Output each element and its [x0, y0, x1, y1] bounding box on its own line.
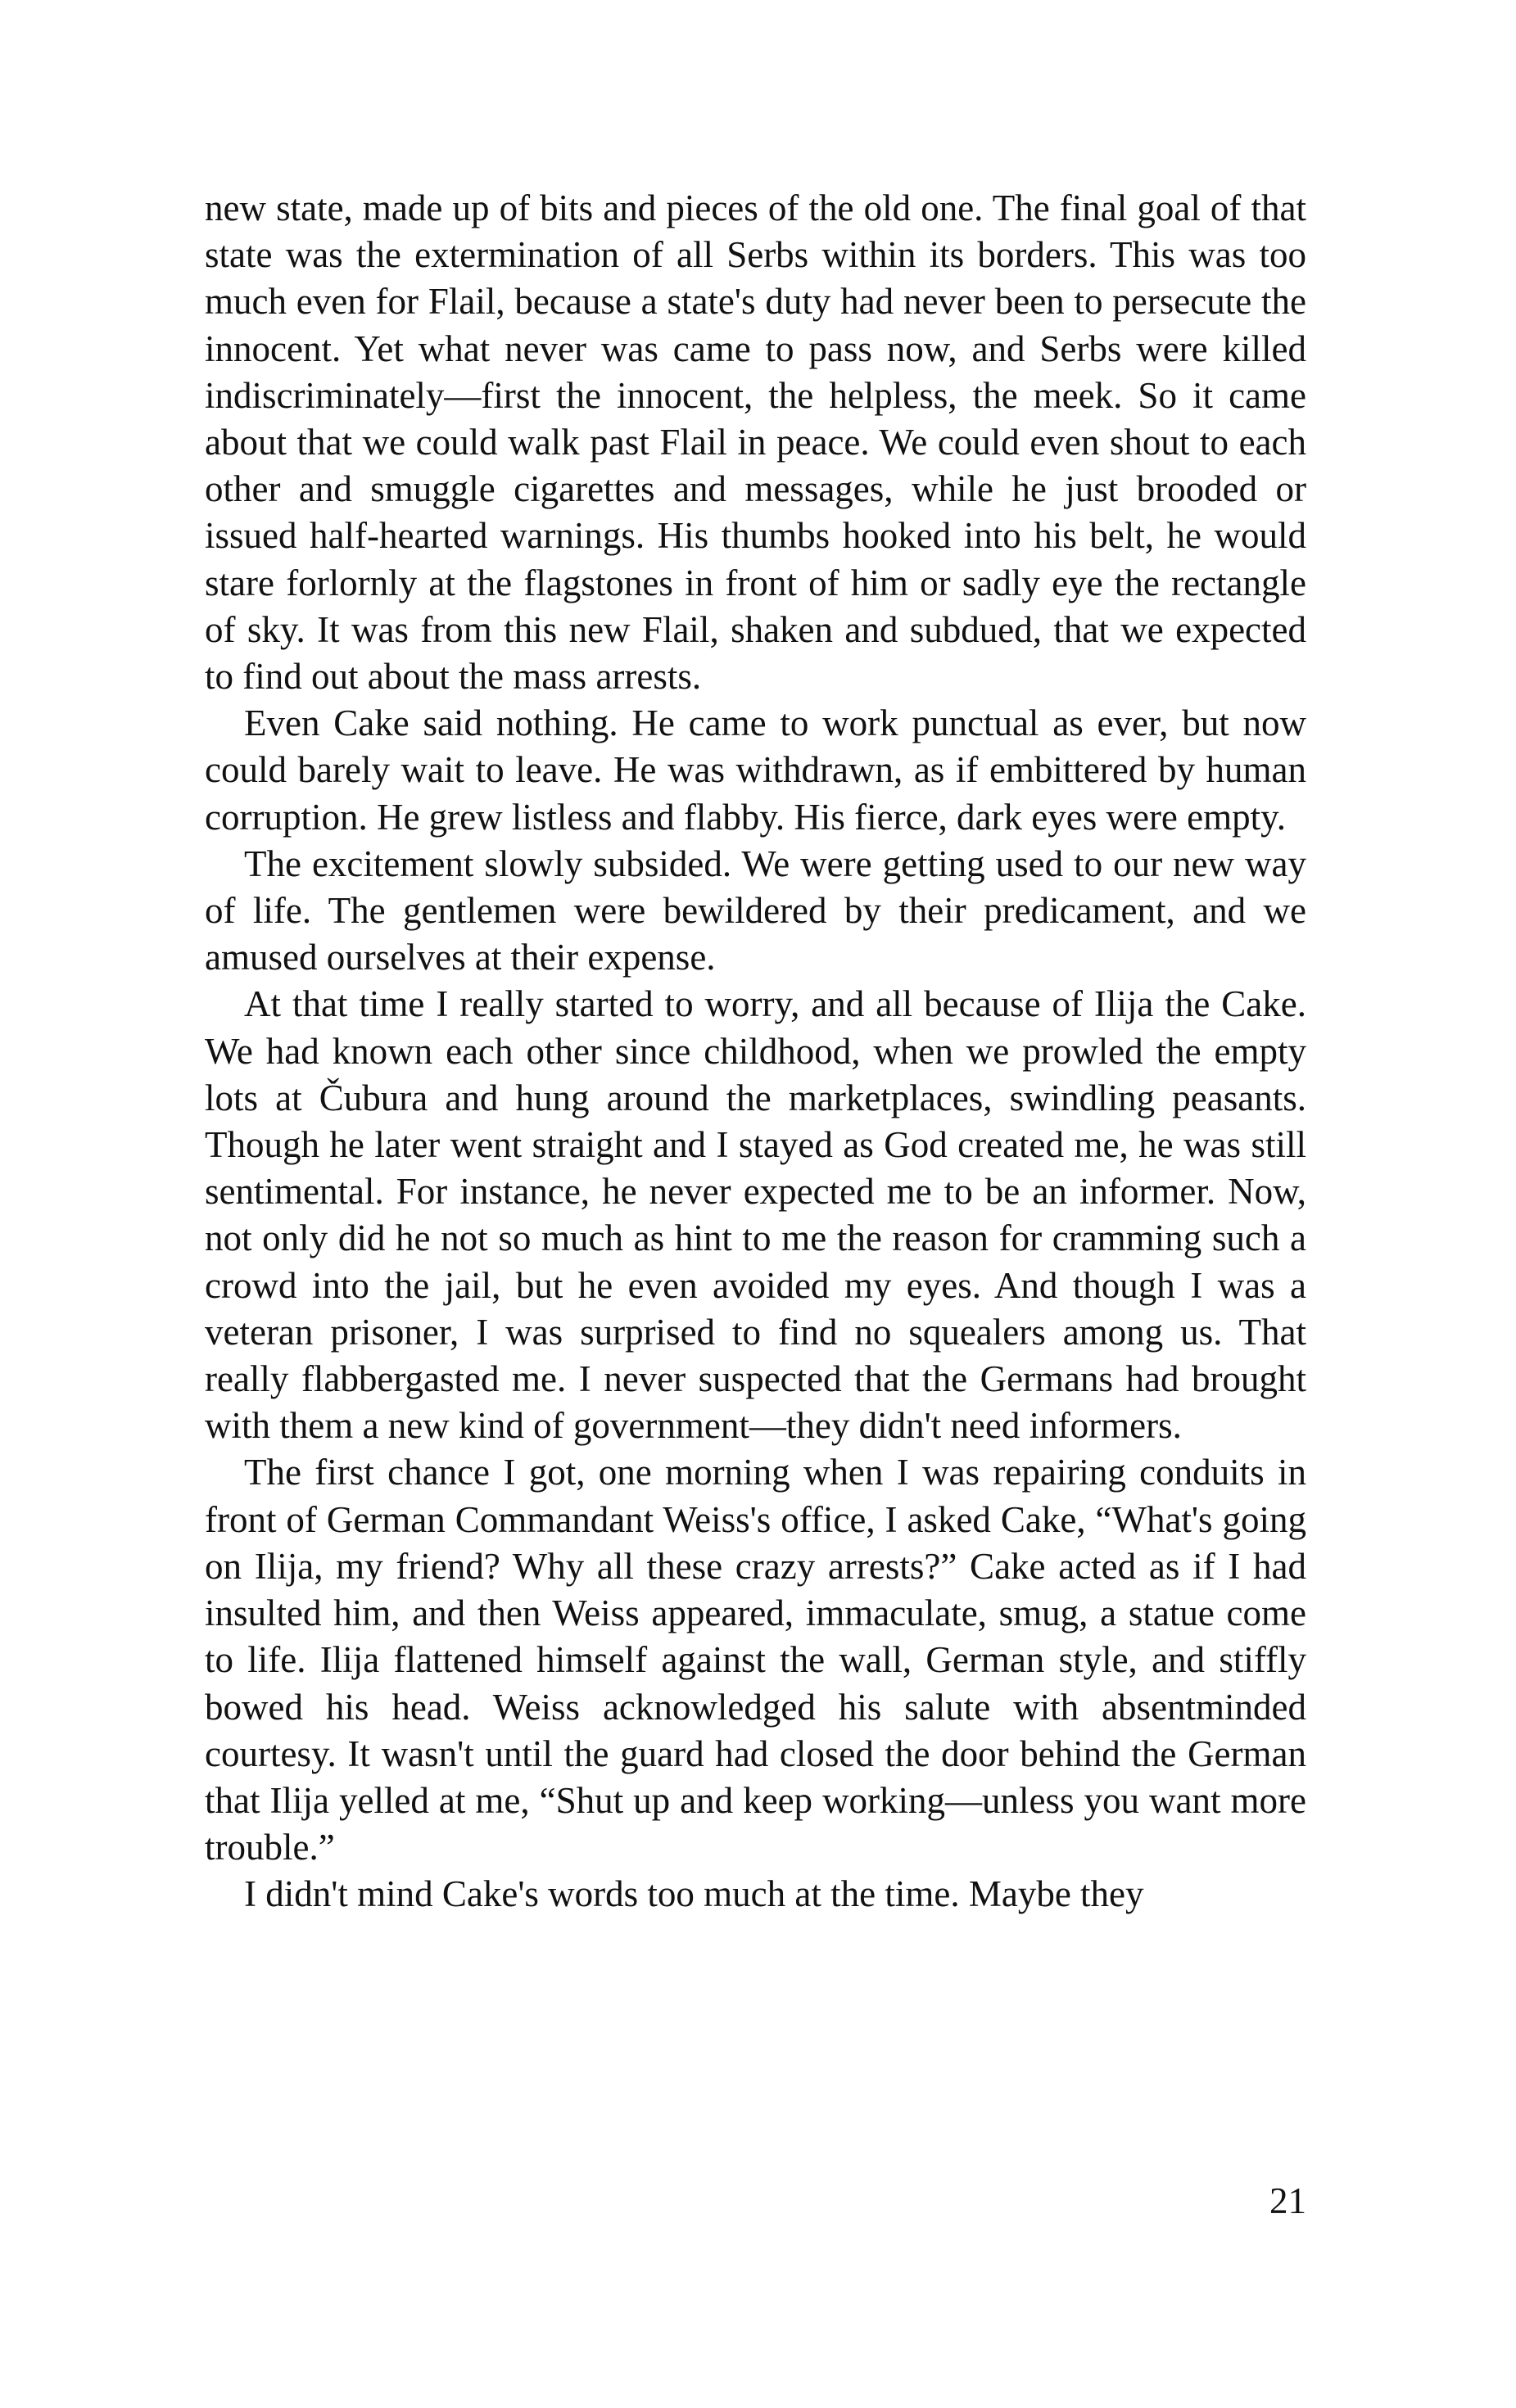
- paragraph-3: The excitement slowly subsided. We were getting used to our new way of life. The gentlemen were bewildered by their predicament, and we amused ourselves at their expense.: [205, 843, 1306, 978]
- page-number: 21: [1269, 2180, 1306, 2221]
- paragraph-5: The first chance I got, one morning when I was repairing conduits in front of German Commandant Weiss's office, I asked Cake, “What's going on Ilija, my friend? Why all these crazy arrests?” Cake acted as if I had insulted him, and then Weiss appeared, immaculate, smug, a statue come to life. Ilija flattened himself against the wall, German style, and stiffly bowed his head. Weiss acknowledged his salute with absentminded courtesy. It wasn't until the guard had closed the door behind the German that Ilija yelled at me, “Shut up and keep working—unless you want more trouble.”: [205, 1452, 1306, 1868]
- paragraph-1: new state, made up of bits and pieces of the old one. The final goal of that state was the extermination of all Serbs within its borders. This was too much even for Flail, because a state's duty had never been to persecute the innocent. Yet what never was came to pass now, and Serbs were killed indiscriminately—first the innocent, the helpless, the meek. So it came about that we could walk past Flail in peace. We could even shout to each other and smuggle cigarettes and messages, while he just brooded or issued half-hearted warnings. His thumbs hooked into his belt, he would stare forlornly at the flagstones in front of him or sadly eye the rectangle of sky. It was from this new Flail, shaken and subdued, that we expected to find out about the mass arrests.: [205, 187, 1306, 698]
- paragraph-2: Even Cake said nothing. He came to work punctual as ever, but now could barely wait to leave. He was withdrawn, as if embittered by human corruption. He grew listless and flabby. His fierce, dark eyes were empty.: [205, 703, 1306, 838]
- paragraph-6: I didn't mind Cake's words too much at the time. Maybe they: [244, 1873, 1144, 1915]
- paragraph-4: At that time I really started to worry, and all because of Ilija the Cake. We had known each other since childhood, when we prowled the empty lots at Čubura and hung around the marketplaces, swindling peasants. Though he later went straight and I stayed as God created me, he was still sentimental. For instance, he never expected me to be an informer. Now, not only did he not so much as hint to me the reason for cramming such a crowd into the jail, but he even avoided my eyes. And though I was a veteran prisoner, I was surprised to find no squealers among us. That really flabbergasted me. I never suspected that the Germans had brought with them a new kind of government—they didn't need informers.: [205, 983, 1306, 1447]
- body-text: [205, 185, 1306, 1918]
